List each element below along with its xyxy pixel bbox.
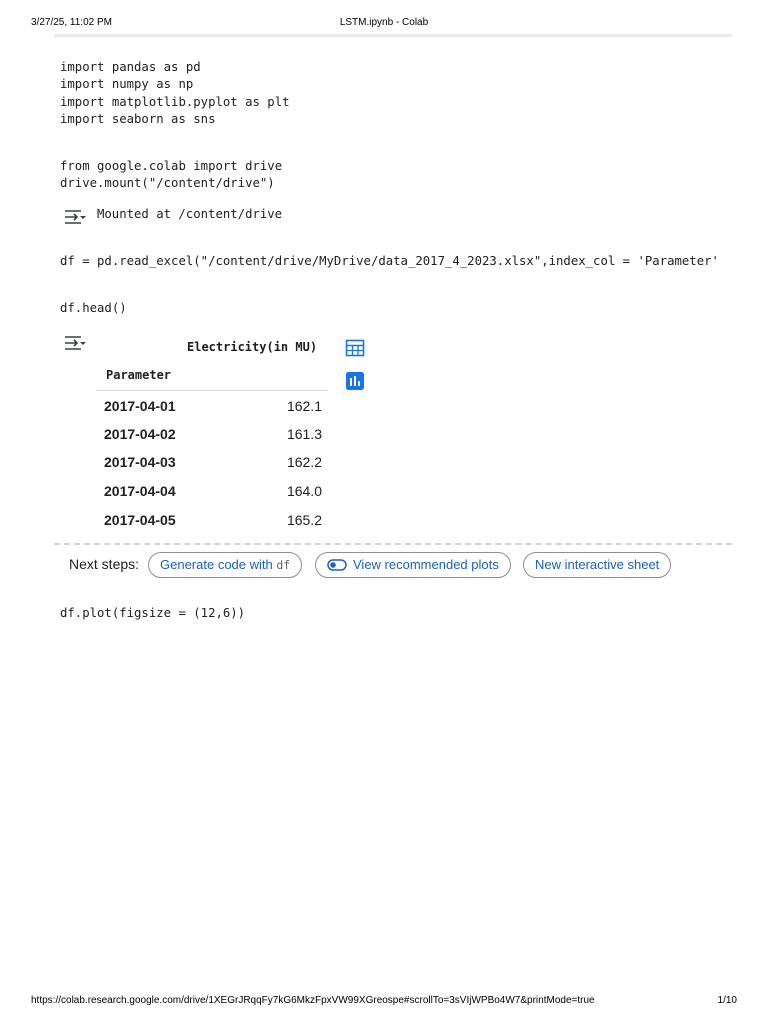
next-steps-label: Next steps:: [69, 556, 140, 572]
print-header: [31, 17, 737, 31]
table-row: [96, 454, 328, 483]
row-index: 2017-04-02: [104, 426, 176, 442]
table-icon[interactable]: [345, 338, 365, 358]
print-url: https://colab.research.google.com/drive/1XEGrJRqqFy7kG6MkzFpxVW99XGreospe#scrollTo=3sVIjWPBo4W7&printMode=true: [31, 995, 595, 1006]
row-value: 162.1: [286, 398, 322, 414]
generate-code-label: Generate code with: [160, 557, 277, 572]
generate-code-var: df: [276, 558, 291, 572]
row-index: 2017-04-03: [104, 454, 176, 470]
row-index: 2017-04-01: [104, 398, 176, 414]
row-index: 2017-04-05: [104, 512, 176, 528]
table-row: [96, 398, 328, 427]
view-plots-label: View recommended plots: [353, 557, 499, 572]
new-interactive-sheet-button[interactable]: [523, 552, 671, 578]
column-header: Electricity(in MU): [187, 340, 318, 354]
row-index: 2017-04-04: [104, 483, 176, 499]
view-recommended-plots-button[interactable]: [315, 552, 511, 578]
table-row: [96, 483, 328, 512]
table-row: [96, 426, 328, 455]
top-divider: [54, 34, 732, 37]
code-cell-drive-mount[interactable]: from google.colab import drive drive.mount("/content/drive"): [60, 159, 283, 191]
drive-mount-output: Mounted at /content/drive: [97, 207, 283, 221]
code-cell-imports[interactable]: import pandas as pd import numpy as np import matplotlib.pyplot as plt import seaborn as sns: [60, 60, 290, 126]
index-name: Parameter: [106, 368, 172, 382]
header-rule: [96, 390, 328, 391]
toggle-switch-icon: [327, 559, 347, 571]
output-toggle-icon[interactable]: [64, 209, 86, 225]
row-value: 164.0: [286, 483, 322, 499]
row-value: 165.2: [286, 512, 322, 528]
print-doc-title: LSTM.ipynb - Colab: [339, 17, 429, 28]
row-value: 162.2: [286, 454, 322, 470]
next-steps-divider: [54, 543, 732, 545]
code-cell-plot[interactable]: df.plot(figsize = (12,6)): [60, 606, 246, 620]
page-number: 1/10: [717, 995, 737, 1006]
code-cell-head[interactable]: df.head(): [60, 301, 127, 315]
table-row: [96, 512, 328, 541]
print-datetime: 3/27/25, 11:02 PM: [31, 17, 112, 28]
generate-code-button[interactable]: [148, 552, 302, 578]
row-value: 161.3: [286, 426, 322, 442]
code-cell-read-excel[interactable]: df = pd.read_excel("/content/drive/MyDrive/data_2017_4_2023.xlsx",index_col = 'Parameter': [60, 254, 719, 268]
new-sheet-label: New interactive sheet: [535, 557, 660, 572]
bar-chart-icon[interactable]: [345, 371, 365, 391]
output-toggle-icon[interactable]: [64, 335, 86, 351]
